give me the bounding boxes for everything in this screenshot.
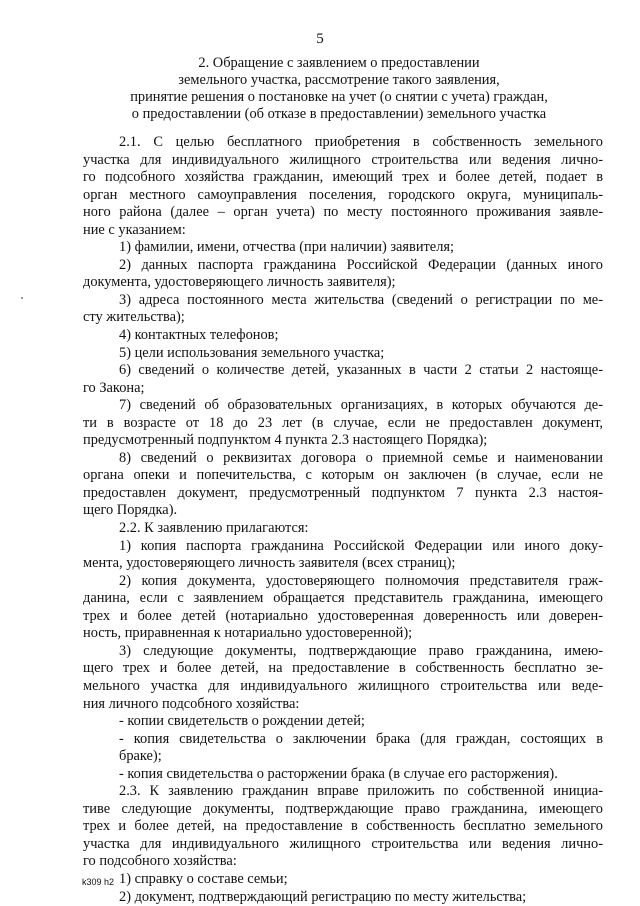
scan-speck <box>21 297 23 299</box>
text-line: документа, удостоверяющего личность заявителя); <box>83 274 396 291</box>
document-body <box>83 134 603 906</box>
heading-line: 2. Обращение с заявлением о предоставлении <box>198 55 480 71</box>
text-line: 2.2. К заявлению прилагаются: <box>119 520 309 537</box>
text-line: 7) сведений об образовательных организациях, в которых обучаются де- <box>119 397 603 414</box>
text-line: 4) контактных телефонов; <box>119 327 279 344</box>
footer-code: k309 h2 <box>82 877 115 887</box>
text-line: орган местного самоуправления поселения, городского округа, муниципаль- <box>83 186 603 203</box>
heading-line: земельного участка, рассмотрение такого заявления, <box>178 72 500 88</box>
text-line: предоставлен документ, предусмотренный подпунктом 7 пункта 2.3 настоя- <box>83 484 603 501</box>
text-line: мельного участка для индивидуального жилищного строительства или веде- <box>83 677 603 694</box>
text-line: 1) копия паспорта гражданина Российской Федерации или иного доку- <box>119 537 603 554</box>
text-line: 2) документ, подтверждающий регистрацию по месту жительства; <box>119 888 527 905</box>
text-line: участка для индивидуального жилищного строительства или ведения лично- <box>83 151 603 168</box>
text-line: 8) сведений о реквизитах договора о приемной семье и наименовании <box>119 449 603 466</box>
text-line: 6) сведений о количестве детей, указанных в части 2 статьи 2 настояще- <box>119 362 603 379</box>
text-line: 2) копия документа, удостоверяющего полномочия представителя граж- <box>119 572 603 589</box>
section-heading <box>95 55 583 123</box>
text-line: щего Порядка). <box>83 502 178 519</box>
text-line: ти в возрасте от 18 до 23 лет (в случае, если не предоставлен документ, <box>83 414 603 431</box>
text-line: 2.1. С целью бесплатного приобретения в собственность земельного <box>119 134 603 150</box>
text-line: участка для индивидуального жилищного строительства или ведения лично- <box>83 835 603 852</box>
text-line: го подсобного хозяйства: <box>83 853 237 870</box>
text-line: щего трех и более детей, на предоставление в собственность бесплатно зе- <box>83 660 603 677</box>
text-line: 2.3. К заявлению гражданин вправе приложить по собственной инициа- <box>119 783 603 800</box>
text-line: - копии свидетельств о рождении детей; <box>119 713 365 730</box>
text-line: 2) данных паспорта гражданина Российской Федерации (данных иного <box>119 256 603 273</box>
text-line: ность, приравненная к нотариально удостоверенной); <box>83 625 413 642</box>
text-line: трех и более детей (нотариально удостоверенная доверенность или доверен- <box>83 607 603 624</box>
text-line: органа опеки и попечительства, с которым он заключен (в случае, если не <box>83 467 603 484</box>
text-line: предусмотренный подпунктом 4 пункта 2.3 настоящего Порядка); <box>83 432 488 449</box>
text-line: ного района (далее – орган учета) по месту постоянного проживания заявле- <box>83 204 603 221</box>
page-number: 5 <box>316 31 324 47</box>
text-line: го подсобного хозяйства гражданин, имеющий трех и более детей, подает в <box>83 169 603 186</box>
text-line: - копия свидетельства о заключении брака (для граждан, состоящих в <box>119 730 603 747</box>
text-line: го Закона; <box>83 379 145 396</box>
text-line: 1) фамилии, имени, отчества (при наличии) заявителя; <box>119 239 454 256</box>
text-line: данина, если с заявлением обращается представитель гражданина, имеющего <box>83 590 603 607</box>
text-line: 5) цели использования земельного участка; <box>119 344 385 361</box>
text-line: 3) адреса постоянного места жительства (сведений о регистрации по ме- <box>119 291 603 308</box>
text-line: мента, удостоверяющего личность заявителя (всех страниц); <box>83 555 456 572</box>
text-line: 1) справку о составе семьи; <box>119 870 288 887</box>
text-line: 3) следующие документы, подтверждающие право гражданина, имею- <box>119 642 603 659</box>
text-line: ния личного подсобного хозяйства: <box>83 695 300 712</box>
text-line: ние с указанием: <box>83 221 186 238</box>
heading-line: о предоставлении (об отказе в предоставлении) земельного участка <box>131 106 547 122</box>
text-line: - копия свидетельства о расторжении брака (в случае его расторжения). <box>119 765 558 782</box>
heading-line: принятие решения о постановке на учет (о снятии с учета) граждан, <box>130 89 548 105</box>
text-line: сту жительства); <box>83 309 185 326</box>
text-line: браке); <box>119 748 162 765</box>
text-line: трех и более детей, на предоставление в собственность бесплатно земельного <box>83 818 603 835</box>
text-line: тиве следующие документы, подтверждающие право гражданина, имеющего <box>83 800 603 817</box>
